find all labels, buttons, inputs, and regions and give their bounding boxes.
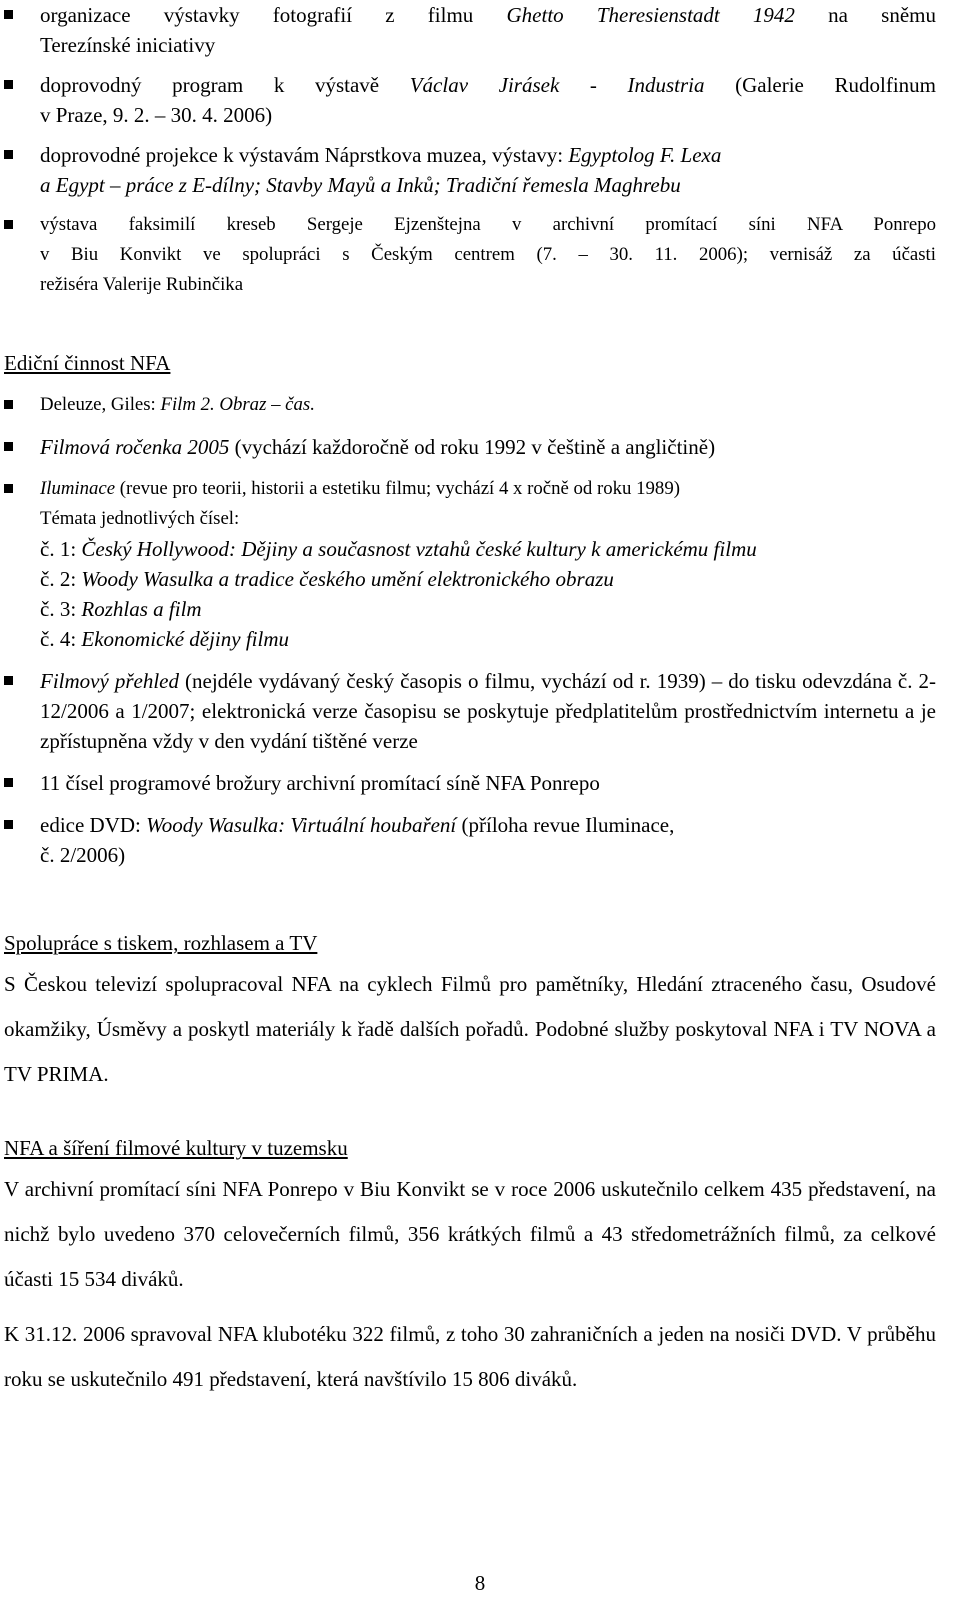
bullet-square-icon [4, 484, 13, 493]
bullet-square-icon [4, 400, 13, 409]
bullet-square-icon [4, 442, 13, 451]
bullet-square-icon [4, 80, 13, 89]
list-item: edice DVD: Woody Wasulka: Virtuální houbaření (příloha revue Iluminace, č. 2/2006) [0, 810, 936, 870]
list-item: organizace výstavky fotografií z filmu Ghetto Theresienstadt 1942 na sněmu Terezínské iniciativy [0, 0, 936, 58]
list-item: doprovodný program k výstavě Václav Jirásek - Industria (Galerie Rudolfinum v Praze, 9. 2. – 30. 4. 2006) [0, 70, 936, 128]
list-item: Filmová ročenka 2005 (vychází každoročně od roku 1992 v češtině a angličtině) [0, 432, 936, 462]
sireni-paragraph-2: K 31.12. 2006 spravoval NFA klubotéku 322 filmů, z toho 30 zahraničních a jeden na nosiči DVD. V průběhu roku se uskutečnilo 491 představení, která navštívilo 15 806 diváků. [4, 1322, 936, 1391]
bullet-square-icon [4, 150, 13, 159]
issue-line: č. 4: Ekonomické dějiny filmu [40, 627, 289, 651]
section-heading-edicni: Ediční činnost NFA [4, 351, 171, 375]
edicni-list [0, 390, 936, 870]
activities-list [0, 0, 936, 300]
issue-line: č. 1: Český Hollywood: Dějiny a současnost vztahů české kultury k americkému filmu [40, 537, 757, 561]
bullet-square-icon [4, 676, 13, 685]
spoluprace-paragraph: S Českou televizí spolupracoval NFA na cyklech Filmů pro pamětníky, Hledání ztraceného času, Osudové okamžiky, Úsměvy a poskytl materiály k řadě dalších pořadů. Podobné služby poskytoval NFA i TV NOVA a TV PRIMA. [4, 972, 936, 1086]
list-item: doprovodné projekce k výstavám Náprstkova muzea, výstavy: Egyptolog F. Lexa a Egypt – práce z E-dílny; Stavby Mayů a Inků; Tradiční řemesla Maghrebu [0, 140, 936, 198]
list-item: 11 čísel programové brožury archivní promítací síně NFA Ponrepo [0, 768, 936, 798]
page-number: 8 [474, 1571, 486, 1595]
section-heading-spoluprace: Spolupráce s tiskem, rozhlasem a TV [4, 931, 318, 955]
bullet-square-icon [4, 10, 13, 19]
list-item: Deleuze, Giles: Film 2. Obraz – čas. [0, 390, 936, 420]
section-heading-sireni: NFA a šíření filmové kultury v tuzemsku [4, 1136, 348, 1160]
list-item: Iluminace (revue pro teorii, historii a estetiku filmu; vychází 4 x ročně od roku 1989) Témata jednotlivých čísel: č. 1: Český Hollywood: Dějiny a současnost vztahů české kultury k americkému filmu č. 2: Woody Wasulka a tradice českého umění elektronického obrazu č. 3: Rozhlas a film č. 4: Ekonomické dějiny filmu [0, 474, 936, 654]
list-item: Filmový přehled (nejdéle vydávaný český časopis o filmu, vychází od r. 1939) – do tisku odevzdána č. 2-12/2006 a 1/2007; elektronická verze časopisu se poskytuje předplatitelům prostřednictvím internetu a je zpřístupněna vždy v den vydání tištěné verze [0, 666, 936, 756]
bullet-square-icon [4, 778, 13, 787]
bullet-square-icon [4, 820, 13, 829]
issue-line: č. 2: Woody Wasulka a tradice českého umění elektronického obrazu [40, 567, 614, 591]
sireni-paragraph-1: V archivní promítací síni NFA Ponrepo v Biu Konvikt se v roce 2006 uskutečnilo celkem 435 představení, na nichž bylo uvedeno 370 celovečerních filmů, 356 krátkých filmů a 43 středometrážních filmů, za celkové účasti 15 534 diváků. [4, 1177, 936, 1291]
list-item: výstava faksimilí kreseb Sergeje Ejzenštejna v archivní promítací síni NFA Ponrepo v Biu Konvikt ve spolupráci s Českým centrem (7. – 30. 11. 2006); vernisáž za účasti režiséra Valerije Rubinčika [0, 210, 936, 300]
issue-line: č. 3: Rozhlas a film [40, 597, 202, 621]
bullet-square-icon [4, 220, 13, 229]
